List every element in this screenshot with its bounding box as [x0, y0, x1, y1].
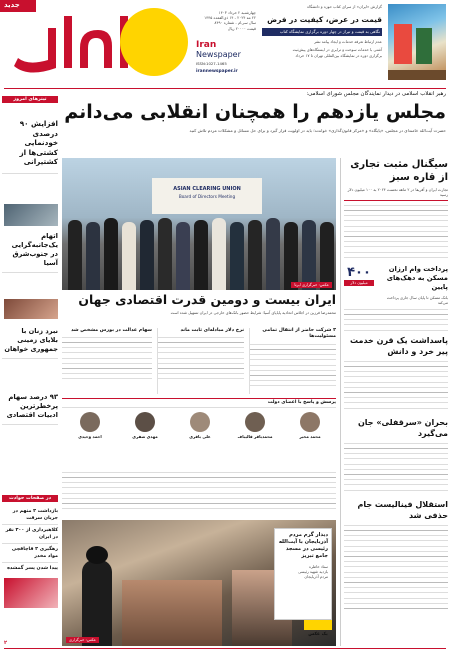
person-card: [119, 412, 171, 468]
price-line: قیمت ۲۰۰۰۰ ریال: [227, 25, 256, 31]
people-header: [62, 398, 336, 408]
crowd-photo-caption-text: عکس: خبرگزاری: [69, 637, 97, 642]
top-promo-line3: عدم ارتباط تعرفه خدمات و ایجاد پیامد نشر: [314, 39, 382, 45]
left-bullet: کلاهبرداری از ۳۰۰ نفر در ایران: [2, 525, 58, 544]
main-dek: حضرت آیت‌الله خامنه‌ای در مجلس، «پایگاه» و «مرکز قانون‌گذاری» خواندند؛ باید در اولویت قرار گیرد و برای حل مسائل و مشکلات مردم تلاش کنید: [189, 128, 446, 133]
top-promo-intro: گزارش «ایران» از سرای کتاب حوزه و دانشگاه: [307, 4, 382, 9]
photo-story-text: [62, 292, 336, 315]
right-h4: بحران «سرقفلی» جان می‌گیرد: [357, 418, 448, 439]
top-promo-bullet-1: آشتی با خدمات سوخت و ترابری در ایستگاه‌های پیش‌ثبت: [292, 47, 382, 53]
person-avatar: [190, 412, 210, 432]
summit-banner-line2: Board of Directors Meeting: [178, 194, 236, 199]
person-card: [229, 412, 281, 468]
mid-col-head: سهام عدالت در بورس مشخص شد: [71, 328, 152, 333]
left-h3: نبرد زنان با بلایای زمینی جمهوری خواهان: [4, 326, 58, 353]
brand-fa: Iran: [196, 40, 217, 50]
top-promo-bar: [262, 28, 382, 36]
brand-block: [196, 40, 258, 75]
left-label-text: تیترهای امروز: [13, 97, 47, 102]
person-avatar: [80, 412, 100, 432]
main-kicker: رهبر انقلاب اسلامی در دیدار نمایندگان مجلس شورای اسلامی:: [306, 91, 446, 97]
left-bullet: رهگیری ۴ قاچاقچی مواد مخدر: [2, 544, 58, 563]
right-h1-rule: [344, 200, 448, 201]
right-column: [344, 158, 448, 648]
person-avatar: [300, 412, 320, 432]
person-name: مهدی صفری: [132, 434, 158, 439]
summit-banner: [152, 178, 262, 214]
book-fair-photo: [388, 4, 446, 80]
crowd-photo-caption: [66, 637, 99, 643]
person-card: [64, 412, 116, 468]
date-alt: ۲۲ مه ۲۰۲۴ - ۱۴ ذی‌القعده ۱۴۴۵: [204, 15, 256, 21]
stat-box: [344, 265, 374, 305]
right-column-divider: [340, 158, 341, 646]
top-promo-headline: قیمت در عرض، کیفیت در فرض: [267, 15, 382, 25]
person-avatar: [245, 412, 265, 432]
top-promo-line2: نگاهی به قیمت و تیراژ در چهار دوره برگزاری نمایشگاه کتاب: [279, 29, 380, 35]
bottom-box-line3: مردم آذربایجان: [304, 574, 328, 580]
summit-photo: [62, 158, 336, 290]
right-h2: پرداخت وام ارزان مسکن به دهک‌های پایین: [386, 265, 448, 292]
people-section: [62, 398, 336, 516]
masthead-rule: [4, 88, 446, 89]
left-h4: ۹۳ درصد سهام پرخطرترین ادبیات اقتصادی: [6, 392, 58, 419]
bottom-tag-text: یک عکس: [308, 632, 328, 637]
top-promo: [262, 4, 382, 84]
right-h1: سیگنال مثبت تجاری از قاره سبز: [350, 159, 448, 183]
person-name: محمد مخبر: [299, 434, 321, 439]
left-label-2-text: در صفحات حوادث: [8, 495, 52, 501]
main-story: [64, 91, 446, 157]
left-h1: افزایش ۹۰ درصدی خودنمایی کشتی‌ها از کشتیرانی: [19, 119, 58, 167]
bottom-story-box: [274, 528, 332, 620]
masthead: [0, 0, 450, 86]
bottom-box-line2: بازدید شهید رئیسی: [298, 569, 328, 575]
photo-caption-tag: [291, 282, 332, 288]
bottom-box-line1: ستاد خاطره: [309, 564, 328, 569]
person-name: علی باقری: [189, 434, 211, 439]
mid-col-head: نرخ دلار مبادله‌ای ثابت ماند: [180, 328, 244, 333]
footer-rule: [4, 648, 446, 649]
photo-dek: محمدرضا فرزین در اجلاس اتحادیه پایاپای آسیا؛ شرایط حضور بانک‌های خارجی در ایران تسهیل شده است: [170, 310, 336, 315]
left-thumb-2: [4, 299, 58, 319]
issn: ISSN:1027-1465: [196, 61, 227, 66]
right-h5: استقلال فینالیست جام حذفی شد: [357, 500, 448, 521]
right-h3: پاسداشت یک قرن خدمت پیر خرد و دانش: [350, 336, 448, 357]
summit-banner-line1: ASIAN CLEARING UNION: [173, 186, 241, 192]
date-fa: چهارشنبه ۲ خرداد ۱۴۰۳: [218, 10, 256, 15]
ig-handle: irannewspaper.ir: [196, 69, 238, 74]
left-thumb-1: [4, 204, 58, 226]
left-column: [2, 96, 58, 626]
stat-number: ۴۰۰: [347, 265, 371, 281]
date-block: [194, 10, 256, 31]
left-bullet: پیدا شدن پسر گمشده: [7, 565, 58, 571]
person-name: محمدباقر قالیباف: [237, 434, 273, 439]
mid-col-head: ۴ شرکت حاضر از انتقال تمامی مسئولیت‌ها: [262, 328, 336, 340]
brand-en: Newspaper: [196, 50, 241, 59]
left-h2: اتهام یک‌جانبه‌گرایی در جنوب‌شرق آسیا: [11, 231, 58, 267]
person-card: [174, 412, 226, 468]
page-number: [4, 640, 7, 646]
left-thumb-3: [4, 578, 58, 608]
left-label: [2, 96, 58, 103]
left-bullet: بازداشت ۴ متهم در جریان سرقت: [2, 506, 58, 525]
person-card: [284, 412, 336, 468]
corner-badge-text: جدید: [4, 1, 20, 9]
bottom-tag: [304, 620, 332, 637]
right-h2-dek: بانک مسکن تا پایان سال جاری پرداخت می‌کند: [386, 295, 448, 306]
bottom-story-headline: دیدار گرم مردم آذربایجان با آیت‌الله رئیسی در مسجد جامع تبریز: [278, 532, 328, 559]
photo-headline: ایران بیست و دومین قدرت اقتصادی جهان: [78, 292, 336, 307]
left-label-2: [2, 495, 58, 502]
person-name: احمد وحیدی: [78, 434, 102, 439]
page-number-text: ۲: [4, 640, 8, 646]
top-promo-bullet-2: برگزاری دوره در نمایشگاه بین‌المللی تهران تا ۱۷ خرداد: [295, 52, 382, 58]
right-h1-dek: تجارت ایران و آفریقا در ۲ ماهه نخست ۲۰۲۴ به ۱۰۰ میلیون دلار رسید: [347, 187, 448, 198]
photo-caption-text: عکس: خبرگزاری ایرنا: [294, 282, 329, 287]
issue-line: سال سی‌ام - شماره ۸۴۹۰: [214, 20, 256, 26]
mid-text-block: [62, 328, 336, 396]
people-header-text: پرسش و پاسخ با اعضای دولت: [267, 400, 336, 405]
person-avatar: [135, 412, 155, 432]
main-headline: مجلس یازدهم را همچنان انقلابی می‌دانم: [64, 101, 446, 123]
stat-unit: میلیون دلار: [344, 280, 374, 286]
sun-emblem: [120, 8, 188, 76]
